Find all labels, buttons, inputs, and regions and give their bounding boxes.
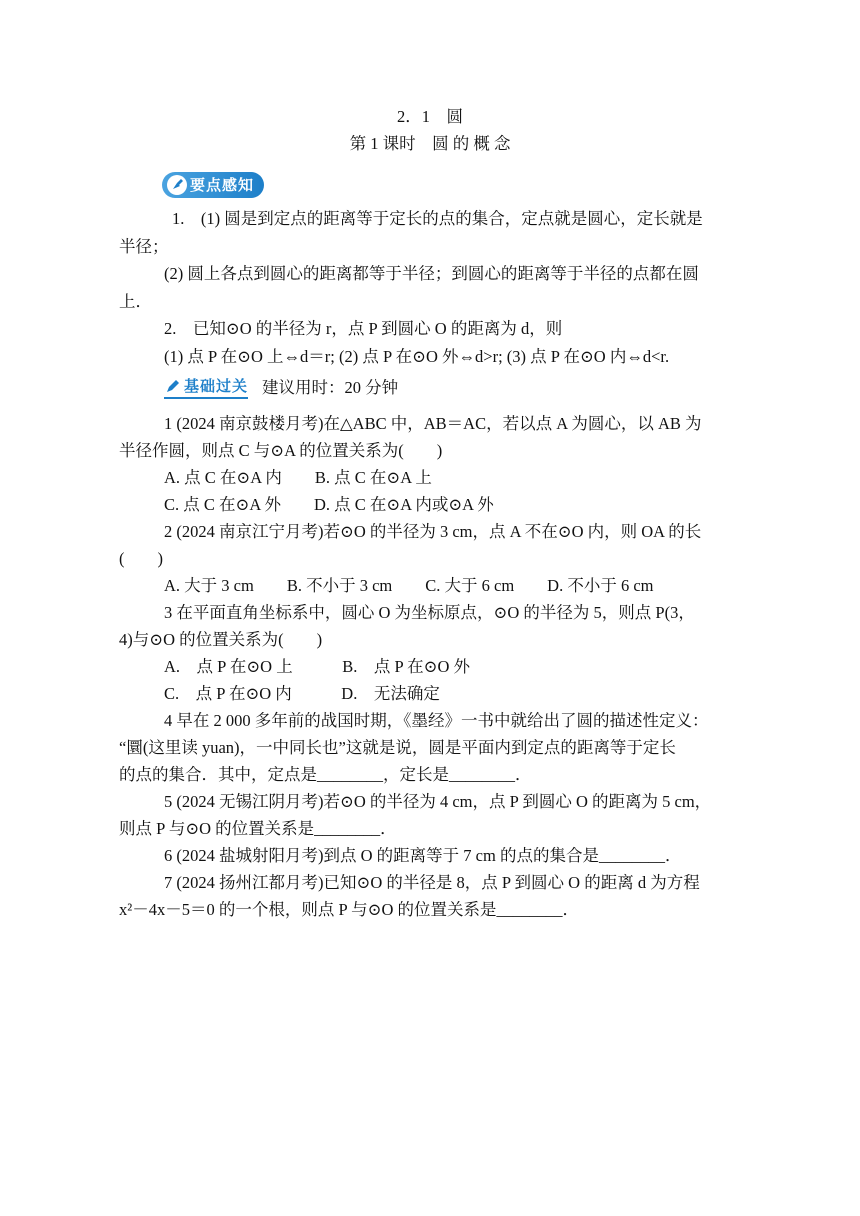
question-line: 2 (2024 南京江宁月考)若⊙O 的半径为 3 cm，点 A 不在⊙O 内，则 OA 的长 xyxy=(164,522,702,541)
key-point-2-line1: (2) 圆上各点到圆心的距离都等于半径；到圆心的距离等于半径的点都在圆 xyxy=(164,264,699,283)
basic-label: 基础过关 xyxy=(184,377,249,395)
key-point-1-line2: 半径； xyxy=(119,237,169,256)
question-option-line: A. 大于 3 cm B. 不小于 3 cm C. 大于 6 cm D. 不小于 6 cm xyxy=(164,576,654,595)
key-point-4: (1) 点 P 在⊙O 上⇔d＝r; (2) 点 P 在⊙O 外⇔d>r; (3) 点 P 在⊙O 内⇔d<r. xyxy=(164,347,670,366)
question-line: 7 (2024 扬州江都月考)已知⊙O 的半径是 8，点 P 到圆心 O 的距离 d 为方程 xyxy=(164,873,700,892)
question-option-line: A. 点 C 在⊙A 内 B. 点 C 在⊙A 上 xyxy=(164,468,432,487)
section-title: 2．1 圆 xyxy=(397,107,463,126)
pushpin-icon xyxy=(166,174,188,196)
question-option-line: C. 点 C 在⊙A 外 D. 点 C 在⊙A 内或⊙A 外 xyxy=(164,495,494,514)
question-line: 5 (2024 无锡江阴月考)若⊙O 的半径为 4 cm，点 P 到圆心 O 的距离为 5 cm， xyxy=(164,792,712,811)
question-line: 6 (2024 盐城射阳月考)到点 O 的距离等于 7 cm 的点的集合是________． xyxy=(164,846,682,865)
question-line: 1 (2024 南京鼓楼月考)在△ABC 中，AB＝AC，若以点 A 为圆心，以 AB 为 xyxy=(164,414,702,433)
key-point-3: 2. 已知⊙O 的半径为 r，点 P 到圆心 O 的距离为 d，则 xyxy=(164,319,563,338)
question-line: 的点的集合．其中，定点是________，定长是________． xyxy=(119,765,532,784)
question-line: “圜(这里读 yuan)，一中同长也”这就是说，圆是平面内到定点的距离等于定长 xyxy=(119,738,676,757)
pencil-icon xyxy=(164,377,182,395)
key-point-2-line2: 上． xyxy=(119,292,152,311)
question-option-line: C. 点 P 在⊙O 内 D. 无法确定 xyxy=(164,684,440,703)
question-line: 半径作圆，则点 C 与⊙A 的位置关系为( ) xyxy=(119,441,443,460)
lesson-title: 第 1 课时 圆 的 概 念 xyxy=(349,134,511,153)
question-line: 4 早在 2 000 多年前的战国时期，《墨经》一书中就给出了圆的描述性定义： xyxy=(164,711,709,730)
question-line: ( ) xyxy=(119,549,163,568)
suggested-time: 建议用时：20 分钟 xyxy=(262,378,399,397)
question-line: 则点 P 与⊙O 的位置关系是________． xyxy=(119,819,397,838)
question-line: 3 在平面直角坐标系中，圆心 O 为坐标原点，⊙O 的半径为 5，则点 P(3， xyxy=(164,603,695,622)
key-points-badge xyxy=(162,172,264,198)
key-points-label: 要点感知 xyxy=(190,176,255,194)
key-point-1-line1: 1. (1) 圆是到定点的距离等于定长的点的集合，定点就是圆心，定长就是 xyxy=(172,209,703,228)
question-option-line: A. 点 P 在⊙O 上 B. 点 P 在⊙O 外 xyxy=(164,657,471,676)
question-line: x²－4x－5＝0 的一个根，则点 P 与⊙O 的位置关系是________． xyxy=(119,900,580,919)
basic-badge xyxy=(164,375,248,399)
question-line: 4)与⊙O 的位置关系为( ) xyxy=(119,630,323,649)
